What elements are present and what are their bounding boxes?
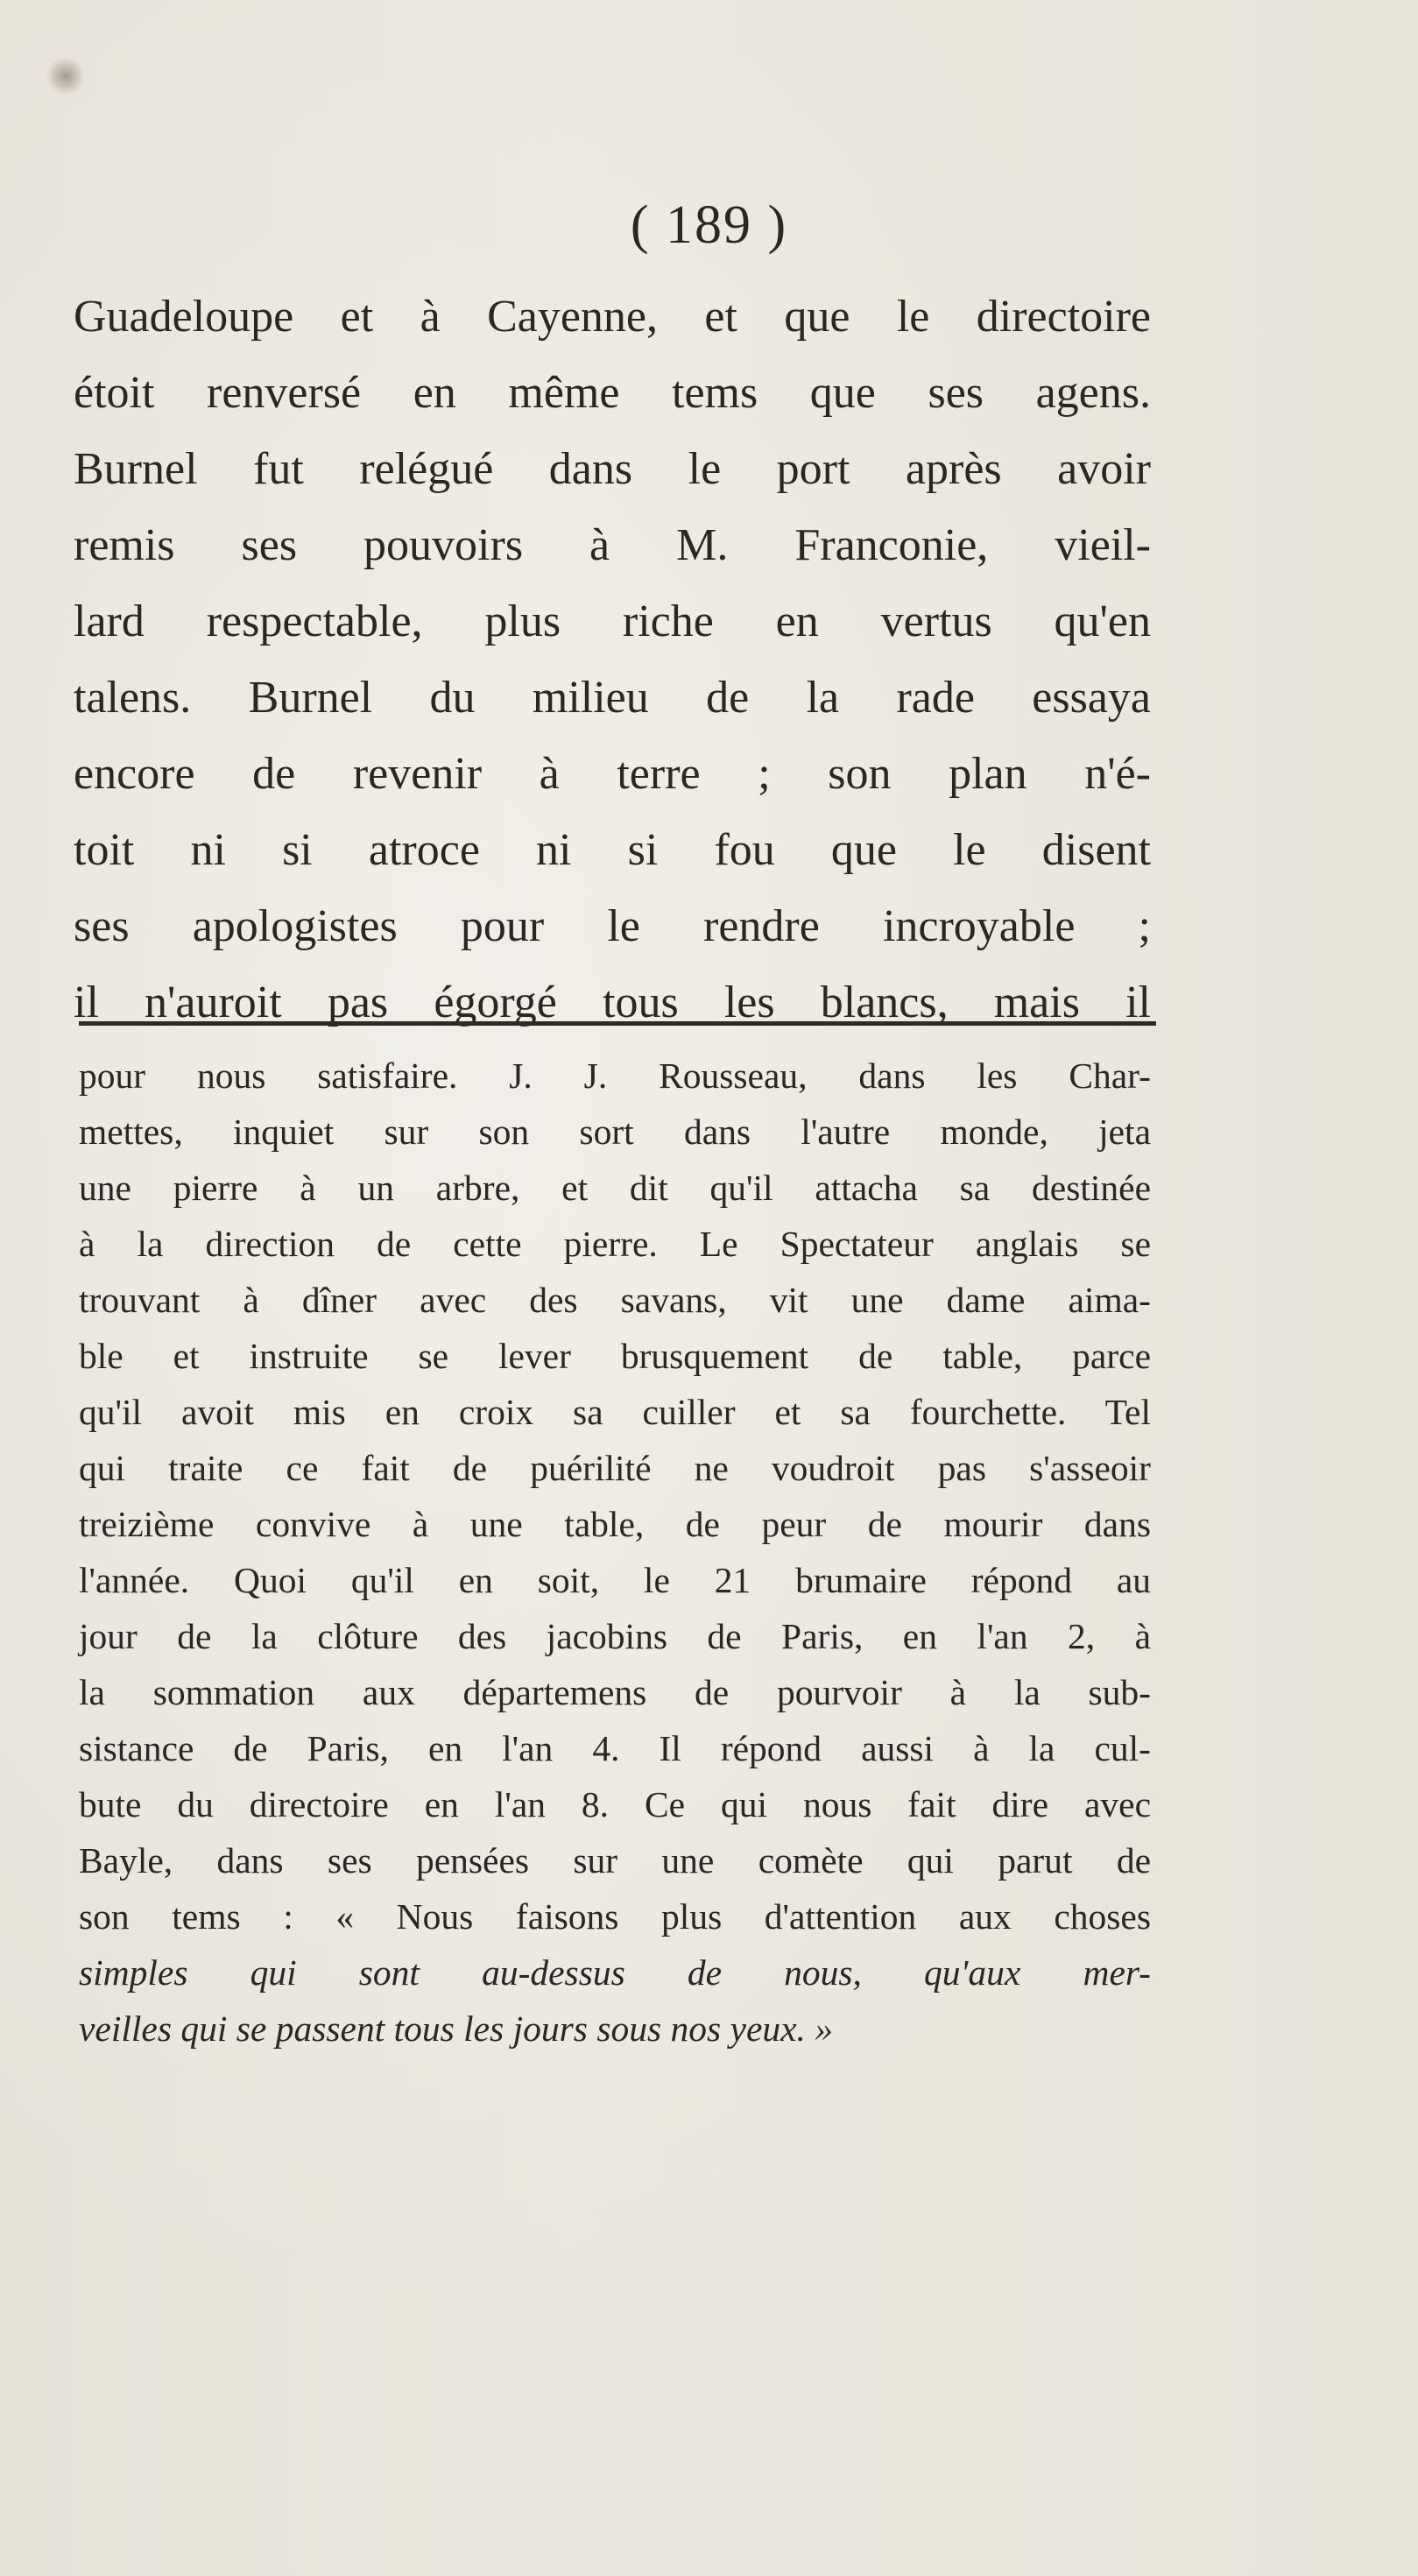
footnote-line: Bayle, dans ses pensées sur une comète qui parut de	[79, 1840, 1151, 1881]
footnote-line: mettes, inquiet sur son sort dans l'autre monde, jeta	[79, 1112, 1151, 1152]
footnote-line: sistance de Paris, en l'an 4. Il répond aussi à la cul-	[79, 1728, 1151, 1768]
main-text-line: Burnel fut relégué dans le port après avoir	[74, 444, 1151, 494]
footnote-line: qu'il avoit mis en croix sa cuiller et sa fourchette. Tel	[79, 1392, 1151, 1432]
footnote-line: à la direction de cette pierre. Le Spectateur anglais se	[79, 1224, 1151, 1264]
footnote-block	[79, 1048, 1151, 2057]
footnote-line: qui traite ce fait de puérilité ne voudroit pas s'asseoir	[79, 1448, 1151, 1488]
footnote-line: l'année. Quoi qu'il en soit, le 21 brumaire répond au	[79, 1560, 1151, 1600]
footnote-line: une pierre à un arbre, et dit qu'il attacha sa destinée	[79, 1168, 1151, 1208]
footnote-line: pour nous satisfaire. J. J. Rousseau, dans les Char-	[79, 1055, 1151, 1096]
main-text-block	[74, 279, 1151, 1041]
page-number: ( 189 )	[630, 195, 788, 255]
paper-stain	[46, 58, 86, 95]
footnote-line: simples qui sont au-dessus de nous, qu'aux mer-	[79, 1952, 1151, 1993]
main-text-line: remis ses pouvoirs à M. Franconie, vieil-	[74, 520, 1151, 570]
main-text-line: toit ni si atroce ni si fou que le disent	[74, 825, 1151, 875]
footnote-line: trouvant à dîner avec des savans, vit une dame aima-	[79, 1280, 1151, 1320]
footnote-line: son tems : « Nous faisons plus d'attention aux choses	[79, 1896, 1151, 1937]
footnote-line: bute du directoire en l'an 8. Ce qui nous fait dire avec	[79, 1784, 1151, 1824]
main-text-line: étoit renversé en même tems que ses agens.	[74, 368, 1151, 418]
main-text-line: ses apologistes pour le rendre incroyable ;	[74, 901, 1151, 951]
main-text-line: talens. Burnel du milieu de la rade essaya	[74, 673, 1151, 723]
main-text-line: il n'auroit pas égorgé tous les blancs, mais il	[74, 977, 1151, 1027]
main-text-line: Guadeloupe et à Cayenne, et que le directoire	[74, 292, 1151, 342]
footnote-line: jour de la clôture des jacobins de Paris, en l'an 2, à	[79, 1616, 1151, 1656]
main-text-line: lard respectable, plus riche en vertus qu'en	[74, 596, 1151, 646]
footnote-line: ble et instruite se lever brusquement de table, parce	[79, 1336, 1151, 1376]
footnote-line: la sommation aux départemens de pourvoir à la sub-	[79, 1672, 1151, 1712]
footnote-line: veilles qui se passent tous les jours sous nos yeux. »	[79, 2008, 834, 2049]
footnote-rule	[79, 1021, 1156, 1026]
main-text-line: encore de revenir à terre ; son plan n'é-	[74, 749, 1151, 799]
footnote-line: treizième convive à une table, de peur de mourir dans	[79, 1504, 1151, 1544]
